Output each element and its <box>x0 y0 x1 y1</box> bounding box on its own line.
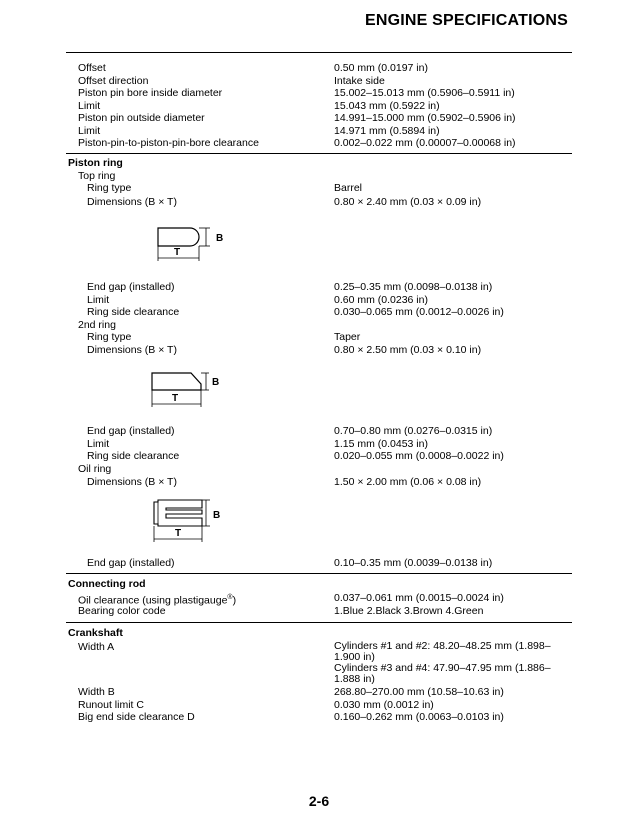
spec-value: 0.10–0.35 mm (0.0039–0.0138 in) <box>334 557 493 569</box>
oil-ring-diagram <box>146 496 236 546</box>
spec-label: Dimensions (B × T) <box>87 476 177 488</box>
spec-label: Piston pin outside diameter <box>78 112 205 124</box>
spec-label: Runout limit C <box>78 698 144 711</box>
spec-value: Intake side <box>334 74 385 87</box>
spec-value: 0.80 × 2.50 mm (0.03 × 0.10 in) <box>334 343 482 356</box>
spec-value: 15.002–15.013 mm (0.5906–0.5911 in) <box>334 87 515 99</box>
spec-label: Width A <box>78 641 115 653</box>
spec-value: 14.991–15.000 mm (0.5902–0.5906 in) <box>334 112 516 124</box>
dimension-b-label: B <box>213 510 221 521</box>
spec-value: Cylinders #3 and #4: 47.90–47.95 mm (1.886–1.888 in) <box>334 662 551 685</box>
subsection-label: Oil ring <box>78 462 112 475</box>
spec-value: 0.020–0.055 mm (0.0008–0.0022 in) <box>334 450 504 462</box>
spec-label: Ring side clearance <box>87 306 180 318</box>
spec-value: 0.80 × 2.40 mm (0.03 × 0.09 in) <box>334 196 482 208</box>
spec-value: 1.Blue 2.Black 3.Brown 4.Green <box>334 605 484 617</box>
spec-value: Barrel <box>334 182 363 194</box>
section-rule <box>66 153 572 154</box>
spec-label: Ring type <box>87 182 132 194</box>
spec-label: Ring type <box>87 331 132 343</box>
dimension-b-label: B <box>216 233 224 244</box>
spec-value: 0.70–0.80 mm (0.0276–0.0315 in) <box>334 425 493 437</box>
spec-label: Piston pin bore inside diameter <box>78 87 223 99</box>
dimension-t-label: T <box>172 393 179 404</box>
dimension-t-label: T <box>174 247 181 258</box>
spec-label: Width B <box>78 686 115 698</box>
spec-value: 0.037–0.061 mm (0.0015–0.0024 in) <box>334 592 504 604</box>
dimension-b-label: B <box>212 377 220 388</box>
spec-label: Offset <box>78 62 106 74</box>
spec-label: Piston-pin-to-piston-pin-bore clearance <box>78 137 259 149</box>
spec-value: Taper <box>334 331 361 343</box>
spec-value: 268.80–270.00 mm (10.58–10.63 in) <box>334 686 504 698</box>
spec-label: Limit <box>78 99 101 112</box>
spec-label: Dimensions (B × T) <box>87 196 177 208</box>
spec-label: End gap (installed) <box>87 281 175 293</box>
spec-value: 0.030 mm (0.0012 in) <box>334 698 434 711</box>
subsection-label: 2nd ring <box>78 318 116 331</box>
spec-value: 1.50 × 2.00 mm (0.06 × 0.08 in) <box>334 476 482 488</box>
spec-value: 15.043 mm (0.5922 in) <box>334 99 440 112</box>
spec-label: Offset direction <box>78 74 149 87</box>
spec-value: 0.160–0.262 mm (0.0063–0.0103 in) <box>334 711 504 723</box>
spec-value: 0.60 mm (0.0236 in) <box>334 293 428 306</box>
section-rule <box>66 573 572 574</box>
spec-label: Oil clearance (using plastigauge®) <box>78 594 237 607</box>
spec-value: 14.971 mm (0.5894 in) <box>334 124 440 137</box>
spec-label: Limit <box>87 437 110 450</box>
subsection-label: Top ring <box>78 169 116 182</box>
spec-label: Dimensions (B × T) <box>87 343 177 356</box>
page-number: 2-6 <box>308 793 330 809</box>
dimension-t-label: T <box>175 528 182 539</box>
spec-label: Limit <box>78 124 101 137</box>
second-ring-diagram <box>144 366 234 416</box>
section-rule <box>66 622 572 623</box>
header-rule <box>66 52 572 53</box>
spec-value: 1.15 mm (0.0453 in) <box>334 437 428 450</box>
section-title-piston-ring: Piston ring <box>68 157 123 169</box>
top-ring-diagram <box>150 220 240 270</box>
spec-value: 0.50 mm (0.0197 in) <box>334 62 428 74</box>
spec-value: 0.030–0.065 mm (0.0012–0.0026 in) <box>334 306 504 318</box>
spec-label: Ring side clearance <box>87 450 180 462</box>
spec-label: End gap (installed) <box>87 557 175 569</box>
spec-label: Limit <box>87 293 110 306</box>
spec-value: 0.25–0.35 mm (0.0098–0.0138 in) <box>334 281 493 293</box>
section-title-connecting-rod: Connecting rod <box>68 578 146 590</box>
page-title: ENGINE SPECIFICATIONS <box>364 12 568 29</box>
spec-value: Cylinders #1 and #2: 48.20–48.25 mm (1.898–1.900 in) <box>334 640 551 663</box>
spec-label: End gap (installed) <box>87 425 175 437</box>
section-title-crankshaft: Crankshaft <box>68 627 123 639</box>
spec-label: Bearing color code <box>78 605 166 617</box>
spec-label: Big end side clearance D <box>78 711 195 723</box>
spec-value: 0.002–0.022 mm (0.00007–0.00068 in) <box>334 137 516 149</box>
